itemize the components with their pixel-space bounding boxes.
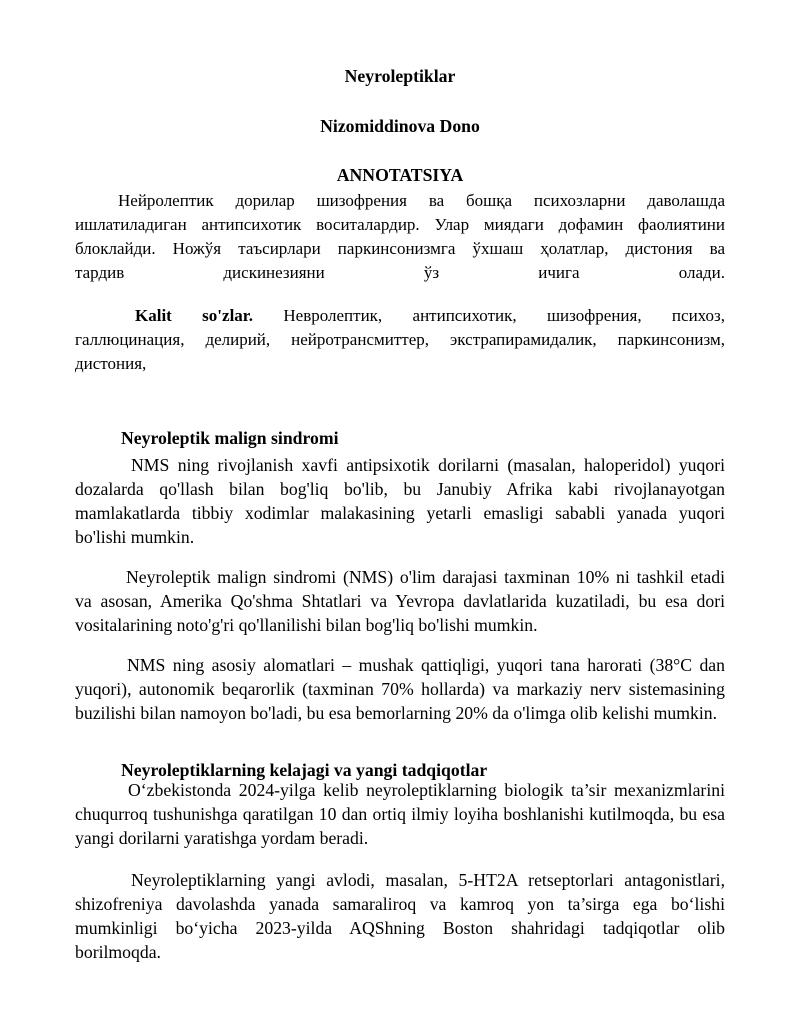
paragraph-line: дистония, <box>75 354 147 373</box>
keywords-paragraph <box>75 304 725 376</box>
paragraph-line: vositalarining noto'g'ri qo'llanilishi bilan bog'liq bo'lishi mumkin. <box>75 615 538 635</box>
document-author: Nizomiddinova Dono <box>320 116 480 136</box>
paragraph-line: Нейролептик дорилар шизофрения ва бошқа психозларни даволашда <box>118 191 725 210</box>
paragraph <box>75 778 725 850</box>
paragraph-line: Neyroleptiklarning yangi avlodi, masalan, 5-HT2A retseptorlari antagonistlari, <box>131 870 725 890</box>
document-title: Neyroleptiklar <box>344 66 456 86</box>
paragraph-line: O‘zbekistonda 2024-yilga kelib neyroleptiklarning biologik ta’sir mexanizmlarini <box>128 780 725 800</box>
paragraph-line: Neyroleptik malign sindromi (NMS) o'lim darajasi taxminan 10% ni tashkil etadi <box>126 567 725 587</box>
paragraph <box>75 565 725 637</box>
paragraph-line: NMS ning asosiy alomatlari – mushak qattiqligi, yuqori tana harorati (38°C dan <box>127 655 725 675</box>
annotation-paragraph <box>75 189 725 285</box>
paragraph-line: mumkinligi bo‘yicha 2023-yilda AQShning Boston shahridagi tadqiqotlar olib <box>75 918 725 938</box>
paragraph-line: тардив дискинезияни ўз ичига олади. <box>75 263 725 282</box>
paragraph-line: mamlakatlarda tibbiy xodimlar malakasining yetarli emasligi sababli yanada yuqori <box>75 503 725 523</box>
paragraph-line: yangi dorilarni yaratishga yordam beradi. <box>75 828 369 848</box>
paragraph-line: yuqori), autonomik beqarorlik (taxminan 70% hollarda) va markaziy nerv sistemasining <box>75 679 725 699</box>
paragraph-line: блоклайди. Ножўя таъсирлари паркинсонизмга ўхшаш ҳолатлар, дистония ва <box>75 239 725 258</box>
paragraph-line: dozalarda qo'llash bilan bog'liq bo'lib, bu Janubiy Afrika kabi rivojlanayotgan <box>75 479 725 499</box>
paragraph-line: bo'lishi mumkin. <box>75 527 195 547</box>
paragraph-line: buzilishi bilan namoyon bo'ladi, bu esa bemorlarning 20% da o'limga olib kelishi mumkin. <box>75 703 718 723</box>
paragraph-line: ишлатиладиган антипсихотик воситалардир. Улар миядаги дофамин фаолиятини <box>75 215 725 234</box>
paragraph-line: галлюцинация, делирий, нейротрансмиттер, экстрапирамидалик, паркинсонизм, <box>75 330 725 349</box>
keywords-text: Невролептик, антипсихотик, шизофрения, психоз, <box>283 306 725 325</box>
paragraph-line: NMS ning rivojlanish xavfi antipsixotik dorilarni (masalan, haloperidol) yuqori <box>131 455 725 475</box>
paragraph <box>75 653 725 725</box>
section-heading: Neyroleptik malign sindromi <box>121 428 339 448</box>
section-heading: Neyroleptiklarning kelajagi va yangi tadqiqotlar <box>121 760 488 780</box>
paragraph-line <box>75 304 725 328</box>
paragraph-line: borilmoqda. <box>75 942 161 962</box>
paragraph-line: chuqurroq tushunishga qaratilgan 10 dan ortiq ilmiy loyiha boshlanishi kutilmoqda, bu esa <box>75 804 725 824</box>
keywords-label: Kalit so'zlar. <box>135 306 254 325</box>
paragraph-line: shizofreniya davolashda yanada samaraliroq va kamroq yon ta’sirga ega bo‘lishi <box>75 894 725 914</box>
paragraph-line: va asosan, Amerika Qo'shma Shtatlari va Yevropa davlatlarida kuzatiladi, bu esa dori <box>75 591 725 611</box>
paragraph <box>75 453 725 549</box>
paragraph <box>75 868 725 964</box>
annotation-heading: ANNOTATSIYA <box>336 165 464 185</box>
